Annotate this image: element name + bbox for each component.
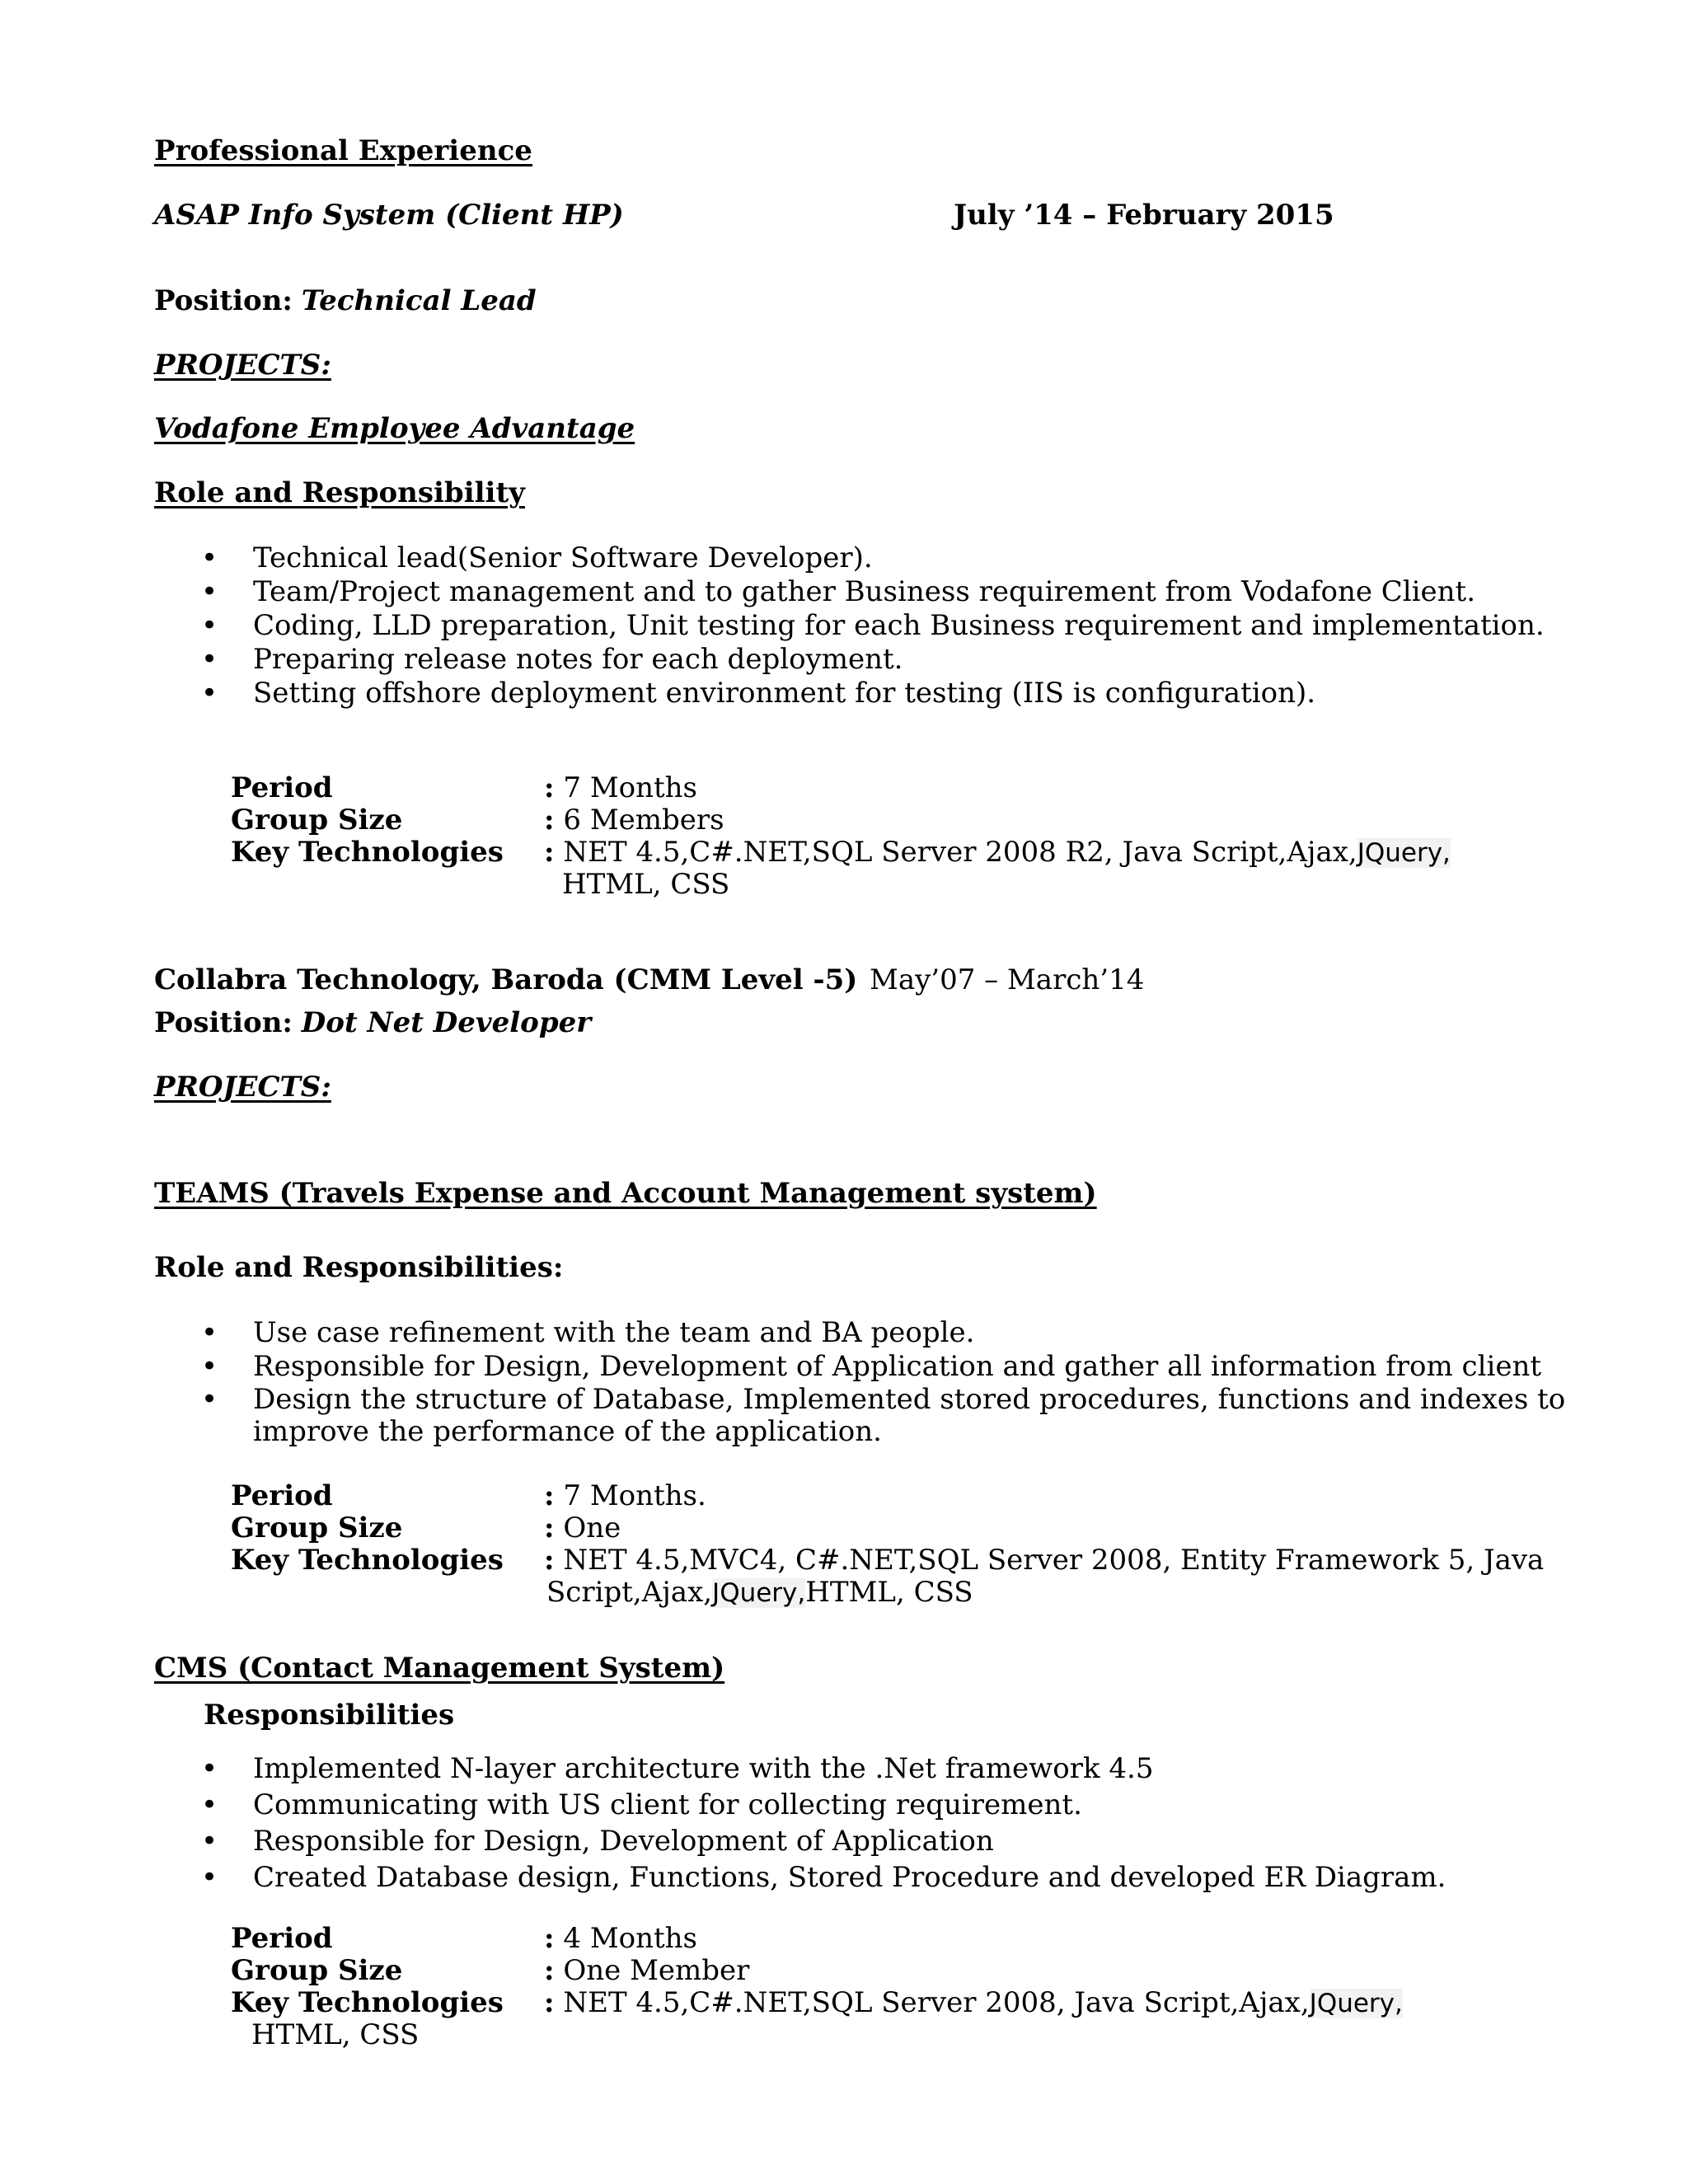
key-technologies-continued: Script,Ajax,JQuery,HTML, CSS <box>546 1576 973 1609</box>
employment-dates: July ’14 – February 2015 <box>954 199 1334 232</box>
company-name: ASAP Info System (Client HP) <box>154 199 624 232</box>
position-title: Dot Net Developer <box>301 1006 592 1039</box>
group-size-value: : One <box>544 1511 621 1544</box>
period-label: Period <box>231 1479 333 1512</box>
key-technologies-label: Key Technologies <box>231 1544 504 1577</box>
list-item: • Created Database design, Functions, Stored Procedure and developed ER Diagram. <box>154 1859 1446 1896</box>
list-item: • Responsible for Design, Development of Application <box>154 1823 1446 1859</box>
period-label: Period <box>231 1922 333 1955</box>
key-technologies-value: : NET 4.5,MVC4, C#.NET,SQL Server 2008, Entity Framework 5, Java <box>544 1544 1545 1577</box>
list-item: • Implemented N-layer architecture with the .Net framework 4.5 <box>154 1750 1446 1787</box>
position-line <box>154 284 537 317</box>
section-heading: Professional Experience <box>154 134 532 167</box>
group-size-value: : 6 Members <box>544 804 724 837</box>
responsibility-list <box>154 1750 1446 1896</box>
position-label: Position: <box>154 1006 293 1039</box>
list-item: • Responsible for Design, Development of Application and gather all information from client <box>154 1350 1654 1384</box>
projects-label: PROJECTS: <box>154 349 331 382</box>
group-size-value: : One Member <box>544 1954 750 1987</box>
group-size-label: Group Size <box>231 804 403 837</box>
responsibility-list <box>154 541 1545 710</box>
list-item: • Team/Project management and to gather Business requirement from Vodafone Client. <box>154 575 1545 609</box>
project-title: TEAMS (Travels Expense and Account Management system) <box>154 1177 1097 1210</box>
role-heading: Role and Responsibility <box>154 476 525 509</box>
key-technologies-label: Key Technologies <box>231 1986 504 2019</box>
position-title: Technical Lead <box>301 284 537 317</box>
list-item: • Technical lead(Senior Software Developer). <box>154 541 1545 575</box>
company-name: Collabra Technology, Baroda (CMM Level -5) <box>154 963 858 996</box>
period-value: : 7 Months <box>544 771 698 804</box>
period-value: : 4 Months <box>544 1922 698 1955</box>
project-title: Vodafone Employee Advantage <box>154 412 635 445</box>
project-title: CMS (Contact Management System) <box>154 1652 725 1685</box>
list-item: • Coding, LLD preparation, Unit testing for each Business requirement and implementation. <box>154 609 1545 643</box>
projects-label: PROJECTS: <box>154 1071 331 1104</box>
key-technologies-label: Key Technologies <box>231 836 504 869</box>
role-heading: Responsibilities <box>204 1699 455 1732</box>
role-heading: Role and Responsibilities: <box>154 1251 564 1284</box>
position-label: Position: <box>154 284 293 317</box>
list-item: • Design the structure of Database, Implemented stored procedures, functions and indexes to improve the performance of the application. <box>154 1384 1654 1448</box>
list-item: • Setting offshore deployment environment for testing (IIS is configuration). <box>154 677 1545 710</box>
responsibility-list <box>154 1316 1654 1448</box>
period-label: Period <box>231 771 333 804</box>
key-technologies-continued: HTML, CSS <box>251 2018 420 2051</box>
group-size-label: Group Size <box>231 1511 403 1544</box>
list-item: • Use case refinement with the team and BA people. <box>154 1316 1654 1350</box>
group-size-label: Group Size <box>231 1954 403 1987</box>
list-item: • Preparing release notes for each deployment. <box>154 643 1545 677</box>
key-technologies-value: : NET 4.5,C#.NET,SQL Server 2008 R2, Java Script,Ajax,JQuery, <box>544 836 1451 869</box>
list-item: • Communicating with US client for collecting requirement. <box>154 1787 1446 1823</box>
position-line <box>154 1006 591 1039</box>
period-value: : 7 Months. <box>544 1479 706 1512</box>
key-technologies-value: : NET 4.5,C#.NET,SQL Server 2008, Java Script,Ajax,JQuery, <box>544 1986 1403 2019</box>
key-technologies-continued: HTML, CSS <box>562 868 730 901</box>
employment-dates: May’07 – March’14 <box>870 963 1145 996</box>
